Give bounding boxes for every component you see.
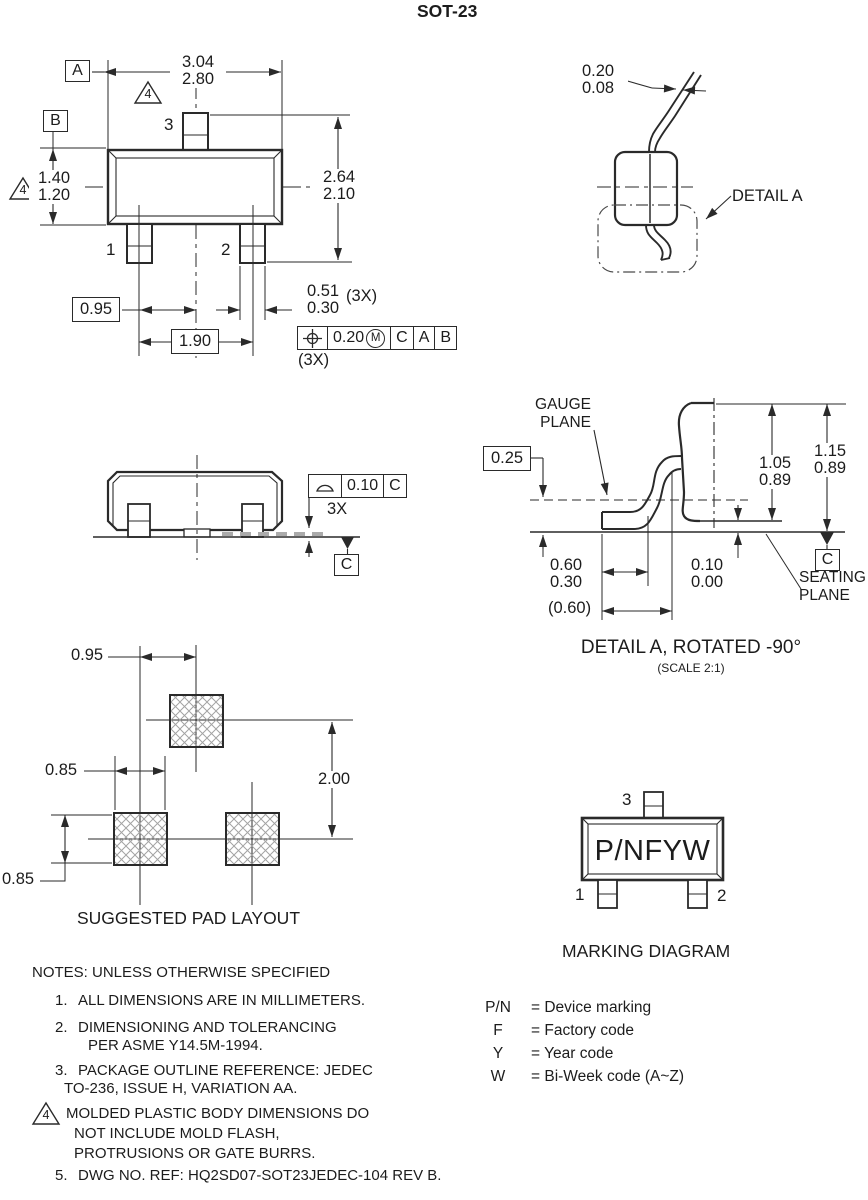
- datum-ref-cell: C: [383, 475, 406, 497]
- tolerance-value-cell: [327, 327, 390, 349]
- dim-value: 2.00: [317, 770, 351, 788]
- tolerance-value: 0.20: [333, 329, 365, 346]
- legend-row: [475, 999, 684, 1016]
- note-3-number: 3.: [55, 1062, 68, 1079]
- flatness-symbol-icon: [309, 475, 341, 497]
- dim-pitch-box: 0.95: [72, 297, 120, 322]
- datum-a-box: [65, 60, 90, 82]
- datum-b-label: B: [50, 112, 61, 129]
- dim-value-max: 0.60: [549, 556, 583, 574]
- note-5-number: 5.: [55, 1167, 68, 1184]
- dim-value-min: 0.89: [758, 471, 792, 489]
- legend-description: = Factory code: [531, 1022, 634, 1039]
- dim-value-min: 1.20: [37, 186, 71, 204]
- dim-lead-height1: [750, 455, 800, 489]
- dim-value-min: 0.89: [813, 459, 847, 477]
- note-2-text: DIMENSIONING AND TOLERANCING: [78, 1019, 337, 1036]
- legend-description: = Device marking: [531, 999, 652, 1016]
- dim-value-min: 0.00: [690, 573, 724, 591]
- note-3-text-cont: TO-236, ISSUE H, VARIATION AA.: [64, 1080, 298, 1097]
- marking-pin3-label: 3: [622, 790, 632, 809]
- gauge-plane-line2: PLANE: [540, 414, 591, 431]
- dim-foot-ref: (0.60): [548, 599, 592, 617]
- pad-layout-caption: SUGGESTED PAD LAYOUT: [77, 908, 301, 928]
- dim-standoff: [683, 557, 731, 591]
- datum-ref-cell: C: [390, 327, 413, 349]
- detail-a-label: DETAIL A: [732, 187, 803, 205]
- dim-value-max: 3.04: [181, 53, 215, 71]
- flatness-qty-label: 3X: [327, 500, 348, 518]
- dim-value-max: 0.10: [690, 556, 724, 574]
- dim-value-max: 2.64: [322, 168, 356, 186]
- marking-legend: [475, 999, 684, 1091]
- pad-layout: [40, 645, 353, 905]
- dim-value-max: 1.40: [37, 169, 71, 187]
- legend-row: [475, 1045, 684, 1062]
- note-4-flag: [31, 1101, 61, 1126]
- note-4-text-cont: PROTRUSIONS OR GATE BURRS.: [74, 1145, 316, 1162]
- dim-lead-height2: [805, 443, 855, 477]
- dim-overall-height: [314, 169, 364, 203]
- seating-plane-label: [799, 569, 866, 605]
- dim-value-min: 2.10: [322, 185, 356, 203]
- datum-b-box: [43, 110, 68, 132]
- notes-header: NOTES: UNLESS OTHERWISE SPECIFIED: [32, 964, 331, 981]
- note4-flag-number: 4: [144, 87, 152, 101]
- detail-a-scale: (SCALE 2:1): [657, 661, 725, 675]
- datum-c-label: C: [821, 551, 834, 568]
- note-1-text: ALL DIMENSIONS ARE IN MILLIMETERS.: [78, 992, 366, 1009]
- device-marking-code: P/NFYW: [594, 835, 711, 867]
- dim-lead-thickness: [580, 63, 628, 97]
- legend-row: [475, 1068, 684, 1085]
- legend-description: = Year code: [531, 1045, 614, 1062]
- marking-pin1-label: 1: [575, 885, 585, 904]
- dim-gauge-offset-box: 0.25: [483, 446, 531, 471]
- note-2-number: 2.: [55, 1019, 68, 1036]
- tolerance-value-cell: 0.10: [341, 475, 383, 497]
- dim-value-min: 0.30: [306, 299, 340, 317]
- note4-flag-number: 4: [19, 183, 27, 197]
- position-tolerance-frame: [297, 326, 457, 350]
- pin1-label: 1: [106, 240, 116, 259]
- legend-symbol: W: [490, 1068, 506, 1085]
- fcf-qty-label: (3X): [298, 351, 330, 369]
- dim-span-box: 1.90: [171, 329, 219, 354]
- gauge-plane-label: [521, 396, 591, 432]
- mmc-modifier-icon: M: [366, 329, 385, 348]
- datum-c-label: C: [340, 556, 353, 573]
- note-4-text-cont: NOT INCLUDE MOLD FLASH,: [74, 1125, 280, 1142]
- note-2-text-cont: PER ASME Y14.5M-1994.: [88, 1037, 263, 1054]
- page-title: SOT-23: [417, 1, 478, 21]
- dim-value-max: 0.51: [306, 282, 340, 300]
- dim-value-min: 2.80: [181, 70, 215, 88]
- dim-value-min: 0.30: [549, 573, 583, 591]
- datum-ref-cell: A: [413, 327, 435, 349]
- dim-foot-length: [542, 557, 590, 591]
- gauge-plane-line1: GAUGE: [535, 396, 591, 413]
- marking-pin2-label: 2: [717, 886, 727, 905]
- pad-dim-width: 0.85: [45, 761, 78, 779]
- legend-row: [475, 1022, 684, 1039]
- flatness-tolerance-frame: [308, 474, 407, 498]
- dim-value-min: 0.08: [582, 79, 615, 97]
- pad-dim-row-gap: [311, 771, 357, 788]
- lead-qty-label: (3X): [346, 287, 378, 305]
- legend-symbol: F: [493, 1022, 503, 1039]
- position-symbol-icon: [298, 327, 327, 349]
- marking-caption: MARKING DIAGRAM: [562, 941, 731, 961]
- legend-description: = Bi-Week code (A~Z): [531, 1068, 685, 1085]
- legend-symbol: Y: [492, 1045, 504, 1062]
- note-5-text: DWG NO. REF: HQ2SD07-SOT23JEDEC-104 REV B.: [78, 1167, 442, 1184]
- seating-plane-line2: PLANE: [799, 587, 850, 604]
- pad-dim-pitch: 0.95: [71, 646, 104, 664]
- pad-dim-height: 0.85: [2, 870, 35, 888]
- note-3-text: PACKAGE OUTLINE REFERENCE: JEDEC: [78, 1062, 373, 1079]
- seating-plane-line1: SEATING: [799, 569, 866, 586]
- pin2-label: 2: [221, 240, 231, 259]
- datum-ref-cell: B: [434, 327, 456, 349]
- note4-flag-top: [133, 80, 163, 105]
- dim-value-max: 1.05: [758, 454, 792, 472]
- dim-body-height: [29, 170, 79, 204]
- datum-a-label: A: [72, 62, 83, 79]
- legend-symbol: P/N: [485, 999, 511, 1016]
- note-4-text: MOLDED PLASTIC BODY DIMENSIONS DO: [66, 1105, 370, 1122]
- detail-a-caption: DETAIL A, ROTATED -90°: [580, 637, 802, 658]
- detail-view: [597, 72, 731, 272]
- datum-c-box: [334, 554, 359, 576]
- datum-c-box: [815, 549, 840, 571]
- note-4-flag-number: 4: [42, 1108, 50, 1122]
- dim-body-width: [170, 54, 226, 88]
- dim-value-max: 1.15: [813, 442, 847, 460]
- note-1-number: 1.: [55, 992, 68, 1009]
- dim-lead-width: [299, 283, 347, 317]
- side-view: [93, 455, 360, 560]
- pin3-label: 3: [164, 115, 174, 134]
- dim-value-max: 0.20: [582, 62, 615, 80]
